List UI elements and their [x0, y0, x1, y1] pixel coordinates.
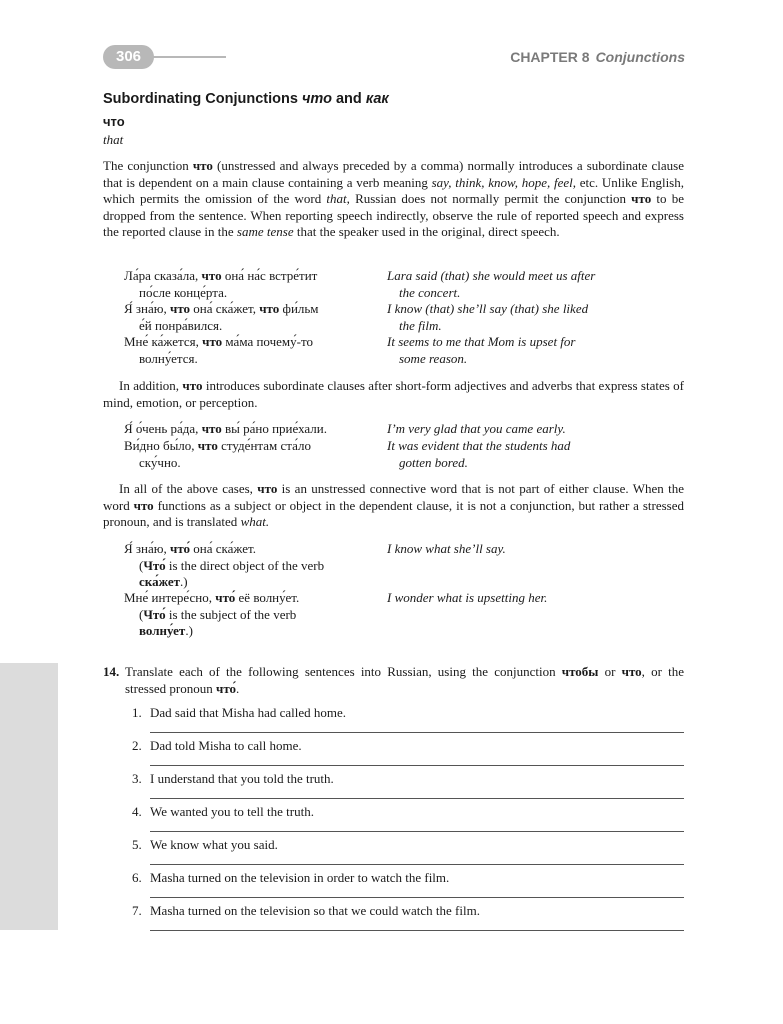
exercise-item-4: 4. We wanted you to tell the truth.	[132, 804, 314, 819]
page-side-tab	[0, 663, 58, 930]
example-en-4: I’m very glad that you came early.	[387, 421, 566, 436]
answer-line-6[interactable]	[150, 897, 684, 898]
header-rule	[150, 56, 226, 58]
example-ru-1: Ла́ра сказа́ла, что она́ на́с встре́тит по́сле конце́рта.	[124, 268, 318, 300]
exercise-14	[103, 663, 684, 697]
example-en-1: Lara said (that) she would meet us after the concert.	[387, 268, 596, 300]
example-ru-4: Я́ о́чень ра́да, что вы́ ра́но прие́хали.	[124, 421, 328, 436]
answer-line-3[interactable]	[150, 798, 684, 799]
answer-line-4[interactable]	[150, 831, 684, 832]
page-number: 306	[103, 45, 154, 69]
example-ru-2: Я́ зна́ю, что она́ ска́жет, что фи́льм е́й понра́вился.	[124, 301, 319, 333]
chapter-title: Conjunctions	[595, 49, 685, 65]
running-header	[510, 49, 685, 65]
exercise-item-3: 3. I understand that you told the truth.	[132, 771, 334, 786]
exercise-item-7: 7. Masha turned on the television so that we could watch the film.	[132, 903, 480, 918]
exercise-item-6: 6. Masha turned on the television in order to watch the film.	[132, 870, 450, 885]
chapter-label: CHAPTER 8	[510, 49, 590, 65]
exercise-number: 14.	[103, 664, 120, 679]
paragraph-stressed: In all of the above cases, что is an unstressed connective word that is not part of either clause. When the word что functions as a subject or object in the dependent clause, it is not a conjunction, but rather a stressed pronoun, and is translated what.	[103, 481, 685, 529]
example-ru-7: Мне́ интере́сно, что́ её волну́ет. (Что́ is the subject of the verb волну́ет.)	[124, 590, 300, 638]
exercise-instructions: Translate each of the following sentences into Russian, using the conjunction чтобы or что, or the stressed pronoun что́.	[125, 664, 684, 696]
answer-line-7[interactable]	[150, 930, 684, 931]
example-en-6: I know what she’ll say.	[387, 541, 506, 556]
subhead-chto: что	[103, 114, 125, 129]
example-en-7: I wonder what is upsetting her.	[387, 590, 548, 605]
answer-line-5[interactable]	[150, 864, 684, 865]
paragraph-addition: In addition, что introduces subordinate clauses after short-form adjectives and adverbs that express states of mind, emotion, or perception.	[103, 378, 684, 410]
example-en-5: It was evident that the students had gotten bored.	[387, 438, 571, 470]
answer-line-2[interactable]	[150, 765, 684, 766]
exercise-item-1: 1. Dad said that Misha had called home.	[132, 705, 347, 720]
exercise-item-2: 2. Dad told Misha to call home.	[132, 738, 302, 753]
exercise-item-5: 5. We know what you said.	[132, 837, 278, 852]
example-ru-6: Я́ зна́ю, что́ она́ ска́жет. (Что́ is the direct object of the verb ска́жет.)	[124, 541, 325, 589]
answer-line-1[interactable]	[150, 732, 684, 733]
example-ru-3: Мне́ ка́жется, что ма́ма почему́-то волну́ется.	[124, 334, 313, 366]
section-title: Subordinating Conjunctions что and как	[103, 91, 389, 107]
example-ru-5: Ви́дно бы́ло, что студе́нтам ста́ло ску́чно.	[124, 438, 311, 470]
example-en-3: It seems to me that Mom is upset for some reason.	[387, 334, 576, 366]
subhead-gloss: that	[103, 132, 124, 147]
paragraph-intro: The conjunction что (unstressed and always preceded by a comma) normally introduces a subordinate clause that is dependent on a main clause containing a verb meaning say, think, know, hope, feel, etc. Unlike English, which permits the omission of the word that, Russian does not normally permit the conjunction что to be dropped from the sentence. When reporting speech indirectly, observe the rule of reported speech and express the reported clause in the same tense that the speaker used in the original, direct speech.	[103, 158, 684, 239]
example-en-2: I know (that) she’ll say (that) she liked the film.	[387, 301, 589, 333]
